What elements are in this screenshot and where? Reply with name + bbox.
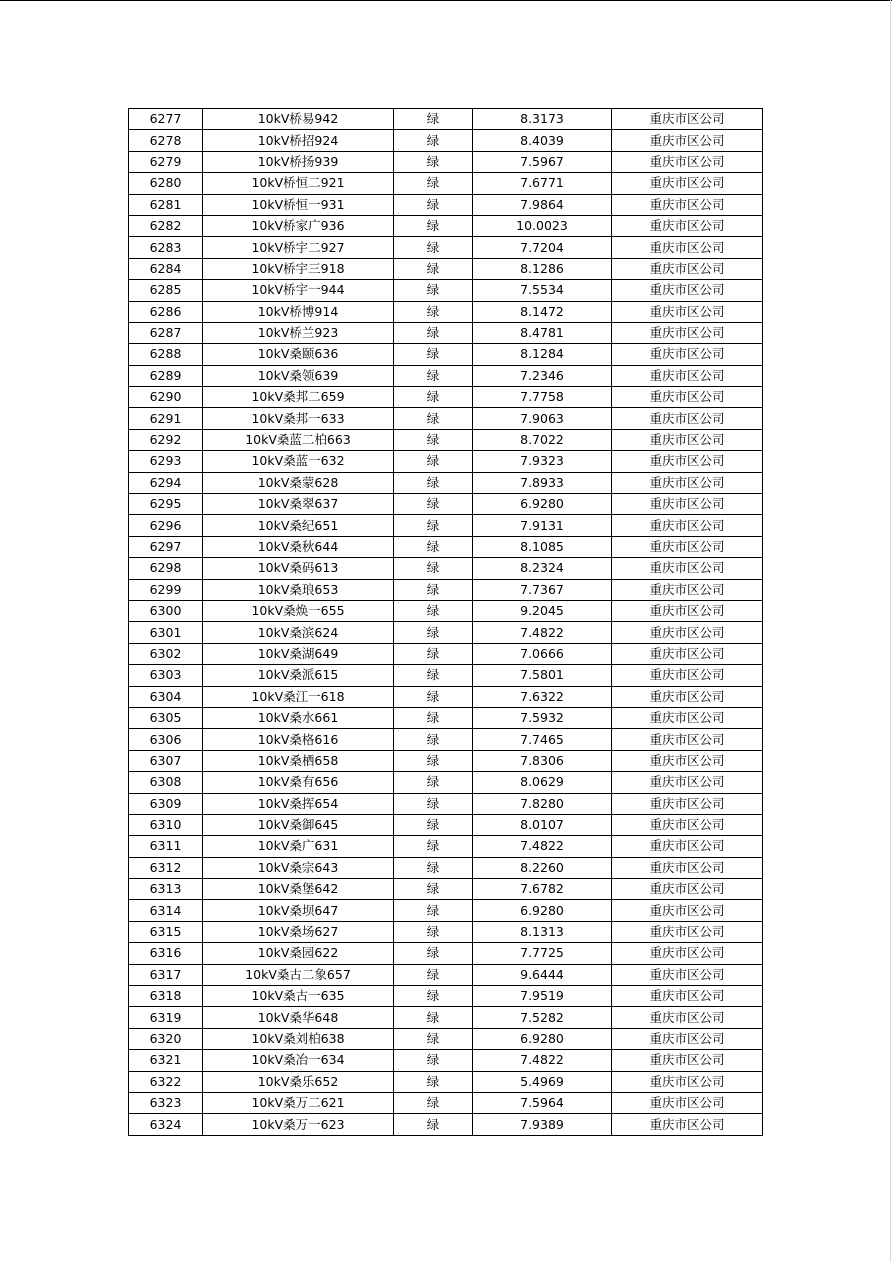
status-cell: 绿 xyxy=(394,173,473,194)
row-number-cell: 6299 xyxy=(129,579,203,600)
line-name-cell: 10kV桑蓝一632 xyxy=(203,451,394,472)
company-cell: 重庆市区公司 xyxy=(612,879,763,900)
row-number-cell: 6323 xyxy=(129,1092,203,1113)
line-name-cell: 10kV桑有656 xyxy=(203,772,394,793)
value-cell: 6.9280 xyxy=(473,494,612,515)
line-name-cell: 10kV桑蓝二柏663 xyxy=(203,429,394,450)
row-number-cell: 6295 xyxy=(129,494,203,515)
row-number-cell: 6281 xyxy=(129,194,203,215)
row-number-cell: 6324 xyxy=(129,1114,203,1135)
company-cell: 重庆市区公司 xyxy=(612,280,763,301)
value-cell: 8.1284 xyxy=(473,344,612,365)
page-top-border xyxy=(0,0,892,1)
company-cell: 重庆市区公司 xyxy=(612,215,763,236)
row-number-cell: 6283 xyxy=(129,237,203,258)
line-name-cell: 10kV桥宇一944 xyxy=(203,280,394,301)
value-cell: 8.2324 xyxy=(473,558,612,579)
company-cell: 重庆市区公司 xyxy=(612,814,763,835)
row-number-cell: 6285 xyxy=(129,280,203,301)
table-row xyxy=(129,921,763,942)
row-number-cell: 6322 xyxy=(129,1071,203,1092)
value-cell: 8.1313 xyxy=(473,921,612,942)
line-name-cell: 10kV桑邦二659 xyxy=(203,387,394,408)
line-name-cell: 10kV桑挥654 xyxy=(203,793,394,814)
status-cell: 绿 xyxy=(394,344,473,365)
value-cell: 8.4039 xyxy=(473,130,612,151)
company-cell: 重庆市区公司 xyxy=(612,1050,763,1071)
value-cell: 9.6444 xyxy=(473,964,612,985)
table-row xyxy=(129,643,763,664)
table-row xyxy=(129,237,763,258)
row-number-cell: 6288 xyxy=(129,344,203,365)
company-cell: 重庆市区公司 xyxy=(612,1114,763,1135)
line-name-cell: 10kV桑颐636 xyxy=(203,344,394,365)
line-name-cell: 10kV桑场627 xyxy=(203,921,394,942)
value-cell: 7.5967 xyxy=(473,151,612,172)
row-number-cell: 6291 xyxy=(129,408,203,429)
value-cell: 7.5534 xyxy=(473,280,612,301)
table-row xyxy=(129,943,763,964)
table-row xyxy=(129,1028,763,1049)
table-row xyxy=(129,215,763,236)
table-row xyxy=(129,1071,763,1092)
table-row xyxy=(129,344,763,365)
row-number-cell: 6311 xyxy=(129,836,203,857)
table-row xyxy=(129,986,763,1007)
status-cell: 绿 xyxy=(394,900,473,921)
value-cell: 7.7725 xyxy=(473,943,612,964)
status-cell: 绿 xyxy=(394,301,473,322)
status-cell: 绿 xyxy=(394,600,473,621)
company-cell: 重庆市区公司 xyxy=(612,258,763,279)
status-cell: 绿 xyxy=(394,750,473,771)
line-name-cell: 10kV桑华648 xyxy=(203,1007,394,1028)
row-number-cell: 6287 xyxy=(129,322,203,343)
value-cell: 7.5964 xyxy=(473,1092,612,1113)
status-cell: 绿 xyxy=(394,943,473,964)
row-number-cell: 6321 xyxy=(129,1050,203,1071)
company-cell: 重庆市区公司 xyxy=(612,1092,763,1113)
table-row xyxy=(129,686,763,707)
value-cell: 7.9864 xyxy=(473,194,612,215)
table-row xyxy=(129,194,763,215)
status-cell: 绿 xyxy=(394,1114,473,1135)
status-cell: 绿 xyxy=(394,921,473,942)
row-number-cell: 6310 xyxy=(129,814,203,835)
value-cell: 7.7465 xyxy=(473,729,612,750)
status-cell: 绿 xyxy=(394,408,473,429)
row-number-cell: 6292 xyxy=(129,429,203,450)
company-cell: 重庆市区公司 xyxy=(612,707,763,728)
company-cell: 重庆市区公司 xyxy=(612,515,763,536)
company-cell: 重庆市区公司 xyxy=(612,1007,763,1028)
company-cell: 重庆市区公司 xyxy=(612,921,763,942)
table-row xyxy=(129,1092,763,1113)
line-name-cell: 10kV桑刘柏638 xyxy=(203,1028,394,1049)
status-cell: 绿 xyxy=(394,729,473,750)
table-row xyxy=(129,900,763,921)
value-cell: 7.8933 xyxy=(473,472,612,493)
value-cell: 7.2346 xyxy=(473,365,612,386)
status-cell: 绿 xyxy=(394,964,473,985)
row-number-cell: 6305 xyxy=(129,707,203,728)
company-cell: 重庆市区公司 xyxy=(612,857,763,878)
line-name-cell: 10kV桑冶一634 xyxy=(203,1050,394,1071)
company-cell: 重庆市区公司 xyxy=(612,1028,763,1049)
value-cell: 7.4822 xyxy=(473,836,612,857)
company-cell: 重庆市区公司 xyxy=(612,558,763,579)
table-row xyxy=(129,1114,763,1135)
row-number-cell: 6303 xyxy=(129,665,203,686)
table-row xyxy=(129,879,763,900)
company-cell: 重庆市区公司 xyxy=(612,429,763,450)
value-cell: 8.0107 xyxy=(473,814,612,835)
company-cell: 重庆市区公司 xyxy=(612,536,763,557)
line-name-cell: 10kV桑万一623 xyxy=(203,1114,394,1135)
row-number-cell: 6278 xyxy=(129,130,203,151)
status-cell: 绿 xyxy=(394,472,473,493)
table-row xyxy=(129,365,763,386)
line-name-cell: 10kV桑古二象657 xyxy=(203,964,394,985)
company-cell: 重庆市区公司 xyxy=(612,622,763,643)
row-number-cell: 6320 xyxy=(129,1028,203,1049)
line-name-cell: 10kV桑邦一633 xyxy=(203,408,394,429)
table-row xyxy=(129,600,763,621)
company-cell: 重庆市区公司 xyxy=(612,1071,763,1092)
company-cell: 重庆市区公司 xyxy=(612,151,763,172)
table-row xyxy=(129,814,763,835)
line-name-cell: 10kV桥宇二927 xyxy=(203,237,394,258)
line-name-cell: 10kV桑蒙628 xyxy=(203,472,394,493)
line-name-cell: 10kV桑广631 xyxy=(203,836,394,857)
company-cell: 重庆市区公司 xyxy=(612,322,763,343)
row-number-cell: 6280 xyxy=(129,173,203,194)
value-cell: 7.9519 xyxy=(473,986,612,1007)
value-cell: 7.9063 xyxy=(473,408,612,429)
status-cell: 绿 xyxy=(394,151,473,172)
row-number-cell: 6297 xyxy=(129,536,203,557)
line-name-cell: 10kV桑堡642 xyxy=(203,879,394,900)
company-cell: 重庆市区公司 xyxy=(612,772,763,793)
value-cell: 7.9323 xyxy=(473,451,612,472)
table-row xyxy=(129,258,763,279)
table-row xyxy=(129,1007,763,1028)
table-row xyxy=(129,750,763,771)
value-cell: 8.3173 xyxy=(473,109,612,130)
table-row xyxy=(129,836,763,857)
status-cell: 绿 xyxy=(394,194,473,215)
table-row xyxy=(129,494,763,515)
row-number-cell: 6308 xyxy=(129,772,203,793)
value-cell: 8.1472 xyxy=(473,301,612,322)
value-cell: 10.0023 xyxy=(473,215,612,236)
value-cell: 8.7022 xyxy=(473,429,612,450)
table-row xyxy=(129,772,763,793)
line-name-cell: 10kV桑江一618 xyxy=(203,686,394,707)
status-cell: 绿 xyxy=(394,494,473,515)
row-number-cell: 6294 xyxy=(129,472,203,493)
company-cell: 重庆市区公司 xyxy=(612,750,763,771)
value-cell: 9.2045 xyxy=(473,600,612,621)
table-row xyxy=(129,451,763,472)
line-name-cell: 10kV桑翠637 xyxy=(203,494,394,515)
value-cell: 7.7758 xyxy=(473,387,612,408)
table-row xyxy=(129,964,763,985)
company-cell: 重庆市区公司 xyxy=(612,237,763,258)
data-table xyxy=(128,108,763,1136)
line-name-cell: 10kV桑焕一655 xyxy=(203,600,394,621)
value-cell: 7.4822 xyxy=(473,622,612,643)
line-name-cell: 10kV桑古一635 xyxy=(203,986,394,1007)
status-cell: 绿 xyxy=(394,1071,473,1092)
company-cell: 重庆市区公司 xyxy=(612,600,763,621)
line-name-cell: 10kV桥恒一931 xyxy=(203,194,394,215)
status-cell: 绿 xyxy=(394,579,473,600)
status-cell: 绿 xyxy=(394,665,473,686)
company-cell: 重庆市区公司 xyxy=(612,579,763,600)
row-number-cell: 6282 xyxy=(129,215,203,236)
row-number-cell: 6296 xyxy=(129,515,203,536)
row-number-cell: 6316 xyxy=(129,943,203,964)
line-name-cell: 10kV桑园622 xyxy=(203,943,394,964)
row-number-cell: 6319 xyxy=(129,1007,203,1028)
value-cell: 7.9389 xyxy=(473,1114,612,1135)
table-row xyxy=(129,793,763,814)
value-cell: 6.9280 xyxy=(473,1028,612,1049)
value-cell: 7.6771 xyxy=(473,173,612,194)
company-cell: 重庆市区公司 xyxy=(612,986,763,1007)
status-cell: 绿 xyxy=(394,365,473,386)
status-cell: 绿 xyxy=(394,258,473,279)
table-row xyxy=(129,857,763,878)
row-number-cell: 6304 xyxy=(129,686,203,707)
value-cell: 7.5801 xyxy=(473,665,612,686)
value-cell: 7.0666 xyxy=(473,643,612,664)
status-cell: 绿 xyxy=(394,558,473,579)
status-cell: 绿 xyxy=(394,215,473,236)
company-cell: 重庆市区公司 xyxy=(612,387,763,408)
line-name-cell: 10kV桥家广936 xyxy=(203,215,394,236)
table-row xyxy=(129,151,763,172)
company-cell: 重庆市区公司 xyxy=(612,194,763,215)
row-number-cell: 6289 xyxy=(129,365,203,386)
company-cell: 重庆市区公司 xyxy=(612,836,763,857)
status-cell: 绿 xyxy=(394,879,473,900)
status-cell: 绿 xyxy=(394,772,473,793)
company-cell: 重庆市区公司 xyxy=(612,344,763,365)
status-cell: 绿 xyxy=(394,622,473,643)
line-name-cell: 10kV桑格616 xyxy=(203,729,394,750)
value-cell: 8.1085 xyxy=(473,536,612,557)
line-name-cell: 10kV桑乐652 xyxy=(203,1071,394,1092)
status-cell: 绿 xyxy=(394,387,473,408)
status-cell: 绿 xyxy=(394,130,473,151)
line-name-cell: 10kV桑万二621 xyxy=(203,1092,394,1113)
table-row xyxy=(129,1050,763,1071)
value-cell: 5.4969 xyxy=(473,1071,612,1092)
line-name-cell: 10kV桑琅653 xyxy=(203,579,394,600)
line-name-cell: 10kV桥招924 xyxy=(203,130,394,151)
status-cell: 绿 xyxy=(394,686,473,707)
row-number-cell: 6286 xyxy=(129,301,203,322)
status-cell: 绿 xyxy=(394,793,473,814)
table-row xyxy=(129,707,763,728)
value-cell: 7.5282 xyxy=(473,1007,612,1028)
table-row xyxy=(129,280,763,301)
row-number-cell: 6318 xyxy=(129,986,203,1007)
table-row xyxy=(129,622,763,643)
table-row xyxy=(129,536,763,557)
company-cell: 重庆市区公司 xyxy=(612,451,763,472)
line-name-cell: 10kV桥恒二921 xyxy=(203,173,394,194)
status-cell: 绿 xyxy=(394,429,473,450)
status-cell: 绿 xyxy=(394,280,473,301)
page-right-edge xyxy=(890,0,891,1262)
status-cell: 绿 xyxy=(394,536,473,557)
status-cell: 绿 xyxy=(394,109,473,130)
status-cell: 绿 xyxy=(394,836,473,857)
value-cell: 7.7367 xyxy=(473,579,612,600)
company-cell: 重庆市区公司 xyxy=(612,643,763,664)
table-row xyxy=(129,579,763,600)
row-number-cell: 6301 xyxy=(129,622,203,643)
company-cell: 重庆市区公司 xyxy=(612,301,763,322)
table-row xyxy=(129,729,763,750)
line-name-cell: 10kV桑栖658 xyxy=(203,750,394,771)
line-name-cell: 10kV桑水661 xyxy=(203,707,394,728)
line-name-cell: 10kV桥宇三918 xyxy=(203,258,394,279)
line-name-cell: 10kV桥扬939 xyxy=(203,151,394,172)
company-cell: 重庆市区公司 xyxy=(612,793,763,814)
company-cell: 重庆市区公司 xyxy=(612,130,763,151)
table-row xyxy=(129,173,763,194)
value-cell: 8.0629 xyxy=(473,772,612,793)
status-cell: 绿 xyxy=(394,814,473,835)
status-cell: 绿 xyxy=(394,707,473,728)
company-cell: 重庆市区公司 xyxy=(612,686,763,707)
line-name-cell: 10kV桑秋644 xyxy=(203,536,394,557)
row-number-cell: 6302 xyxy=(129,643,203,664)
row-number-cell: 6317 xyxy=(129,964,203,985)
value-cell: 7.5932 xyxy=(473,707,612,728)
company-cell: 重庆市区公司 xyxy=(612,964,763,985)
company-cell: 重庆市区公司 xyxy=(612,900,763,921)
row-number-cell: 6309 xyxy=(129,793,203,814)
line-name-cell: 10kV桥博914 xyxy=(203,301,394,322)
value-cell: 8.4781 xyxy=(473,322,612,343)
status-cell: 绿 xyxy=(394,451,473,472)
table-row xyxy=(129,558,763,579)
value-cell: 7.7204 xyxy=(473,237,612,258)
row-number-cell: 6290 xyxy=(129,387,203,408)
status-cell: 绿 xyxy=(394,322,473,343)
value-cell: 7.9131 xyxy=(473,515,612,536)
row-number-cell: 6312 xyxy=(129,857,203,878)
row-number-cell: 6307 xyxy=(129,750,203,771)
table-row xyxy=(129,665,763,686)
value-cell: 7.8306 xyxy=(473,750,612,771)
row-number-cell: 6277 xyxy=(129,109,203,130)
table-row xyxy=(129,387,763,408)
row-number-cell: 6300 xyxy=(129,600,203,621)
company-cell: 重庆市区公司 xyxy=(612,365,763,386)
line-name-cell: 10kV桥易942 xyxy=(203,109,394,130)
table-row xyxy=(129,130,763,151)
status-cell: 绿 xyxy=(394,1028,473,1049)
value-cell: 6.9280 xyxy=(473,900,612,921)
row-number-cell: 6313 xyxy=(129,879,203,900)
company-cell: 重庆市区公司 xyxy=(612,494,763,515)
row-number-cell: 6279 xyxy=(129,151,203,172)
line-name-cell: 10kV桑码613 xyxy=(203,558,394,579)
status-cell: 绿 xyxy=(394,1007,473,1028)
table-row xyxy=(129,301,763,322)
company-cell: 重庆市区公司 xyxy=(612,729,763,750)
line-name-cell: 10kV桑领639 xyxy=(203,365,394,386)
status-cell: 绿 xyxy=(394,237,473,258)
value-cell: 7.6322 xyxy=(473,686,612,707)
status-cell: 绿 xyxy=(394,986,473,1007)
status-cell: 绿 xyxy=(394,515,473,536)
table-row xyxy=(129,408,763,429)
company-cell: 重庆市区公司 xyxy=(612,665,763,686)
line-name-cell: 10kV桑坝647 xyxy=(203,900,394,921)
table-row xyxy=(129,322,763,343)
table-body xyxy=(129,109,763,1136)
value-cell: 7.6782 xyxy=(473,879,612,900)
table-row xyxy=(129,515,763,536)
status-cell: 绿 xyxy=(394,643,473,664)
table-row xyxy=(129,472,763,493)
row-number-cell: 6314 xyxy=(129,900,203,921)
row-number-cell: 6315 xyxy=(129,921,203,942)
row-number-cell: 6306 xyxy=(129,729,203,750)
table-row xyxy=(129,429,763,450)
value-cell: 7.4822 xyxy=(473,1050,612,1071)
company-cell: 重庆市区公司 xyxy=(612,943,763,964)
company-cell: 重庆市区公司 xyxy=(612,173,763,194)
line-name-cell: 10kV桑御645 xyxy=(203,814,394,835)
line-name-cell: 10kV桑湖649 xyxy=(203,643,394,664)
value-cell: 7.8280 xyxy=(473,793,612,814)
status-cell: 绿 xyxy=(394,1092,473,1113)
row-number-cell: 6298 xyxy=(129,558,203,579)
row-number-cell: 6293 xyxy=(129,451,203,472)
value-cell: 8.2260 xyxy=(473,857,612,878)
line-name-cell: 10kV桑派615 xyxy=(203,665,394,686)
line-name-cell: 10kV桑宗643 xyxy=(203,857,394,878)
line-name-cell: 10kV桥兰923 xyxy=(203,322,394,343)
company-cell: 重庆市区公司 xyxy=(612,472,763,493)
company-cell: 重庆市区公司 xyxy=(612,109,763,130)
table-row xyxy=(129,109,763,130)
line-name-cell: 10kV桑滨624 xyxy=(203,622,394,643)
row-number-cell: 6284 xyxy=(129,258,203,279)
line-name-cell: 10kV桑纪651 xyxy=(203,515,394,536)
status-cell: 绿 xyxy=(394,1050,473,1071)
value-cell: 8.1286 xyxy=(473,258,612,279)
status-cell: 绿 xyxy=(394,857,473,878)
company-cell: 重庆市区公司 xyxy=(612,408,763,429)
